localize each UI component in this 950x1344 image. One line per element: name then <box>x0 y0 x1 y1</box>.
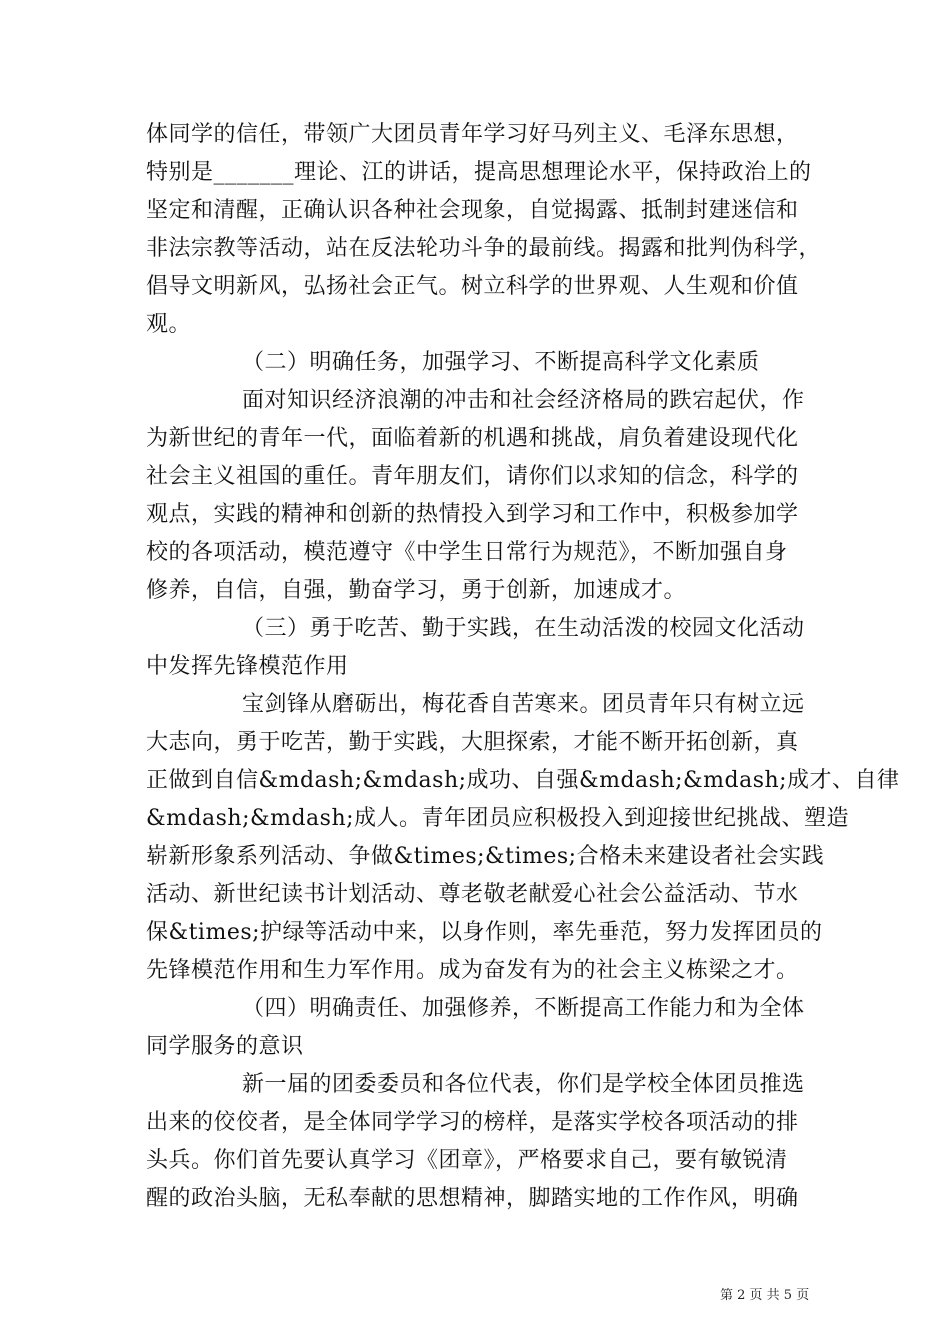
text-line: 倡导文明新风，弘扬社会正气。树立科学的世界观、人生观和价值 <box>146 274 799 299</box>
text-line: 头兵。你们首先要认真学习《团章》，严格要求自己，要有敏锐清 <box>146 1148 788 1173</box>
text-line: 大志向，勇于吃苦，勤于实践，大胆探索，才能不断开拓创新，真 <box>146 730 799 755</box>
text-line: 观。 <box>146 312 192 337</box>
section-heading-continued: 中发挥先锋模范作用 <box>146 654 349 679</box>
text-line: 正做到自信&mdash;&mdash;成功、自强&mdash;&mdash;成才、自律 <box>146 768 900 793</box>
text-line: 宝剑锋从磨砺出，梅花香自苦寒来。团员青年只有树立远 <box>242 692 805 717</box>
text-line: 出来的佼佼者，是全体同学学习的榜样，是落实学校各项活动的排 <box>146 1110 799 1135</box>
text-line: 特别是_______理论、江的讲话，提高思想理论水平，保持政治上的 <box>146 160 812 185</box>
section-heading: （四）明确责任、加强修养，不断提高工作能力和为全体 <box>242 996 805 1021</box>
text-line: 体同学的信任，带领广大团员青年学习好马列主义、毛泽东思想， <box>146 122 799 147</box>
text-line: 醒的政治头脑，无私奉献的思想精神，脚踏实地的工作作风，明确 <box>146 1186 799 1211</box>
section-heading: （二）明确任务，加强学习、不断提高科学文化素质 <box>242 350 760 375</box>
text-line: 活动、新世纪读书计划活动、尊老敬老献爱心社会公益活动、节水 <box>146 882 799 907</box>
text-line: 非法宗教等活动，站在反法轮功斗争的最前线。揭露和批判伪科学， <box>146 236 822 261</box>
text-line: 崭新形象系列活动、争做&times;&times;合格未来建设者社会实践 <box>146 844 825 869</box>
text-line: 观点，实践的精神和创新的热情投入到学习和工作中，积极参加学 <box>146 502 799 527</box>
text-line: 面对知识经济浪潮的冲击和社会经济格局的跌宕起伏，作 <box>242 388 805 413</box>
text-line: 新一届的团委委员和各位代表，你们是学校全体团员推选 <box>242 1072 805 1097</box>
text-line: 修养，自信，自强，勤奋学习，勇于创新，加速成才。 <box>146 578 687 603</box>
text-line: &mdash;&mdash;成人。青年团员应积极投入到迎接世纪挑战、塑造 <box>146 806 850 831</box>
text-line: 校的各项活动，模范遵守《中学生日常行为规范》，不断加强自身 <box>146 540 788 565</box>
section-heading: （三）勇于吃苦、勤于实践，在生动活泼的校园文化活动 <box>242 616 805 641</box>
text-line: 社会主义祖国的重任。青年朋友们，请你们以求知的信念，科学的 <box>146 464 799 489</box>
page-number-footer: 第 2 页 共 5 页 <box>720 1288 810 1303</box>
section-heading-continued: 同学服务的意识 <box>146 1034 304 1059</box>
text-line: 坚定和清醒，正确认识各种社会现象，自觉揭露、抵制封建迷信和 <box>146 198 799 223</box>
text-line: 保&times;护绿等活动中来，以身作则，率先垂范，努力发挥团员的 <box>146 920 823 945</box>
text-line: 先锋模范作用和生力军作用。成为奋发有为的社会主义栋梁之才。 <box>146 958 799 983</box>
text-line: 为新世纪的青年一代，面临着新的机遇和挑战，肩负着建设现代化 <box>146 426 799 451</box>
